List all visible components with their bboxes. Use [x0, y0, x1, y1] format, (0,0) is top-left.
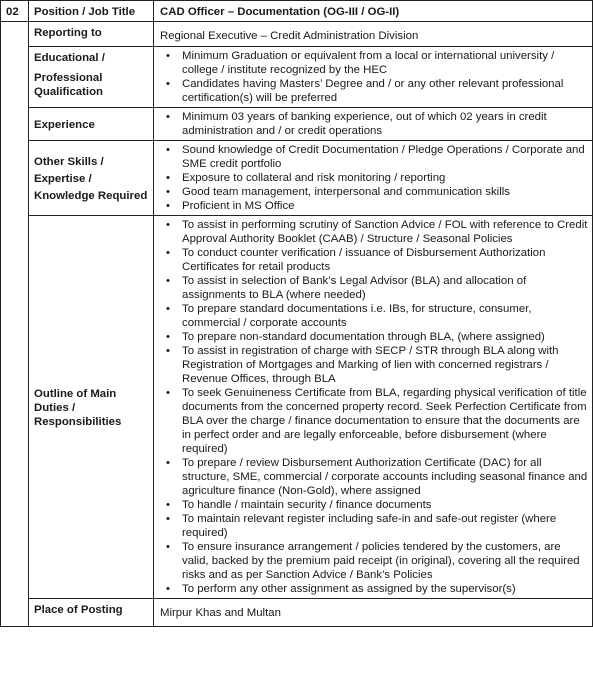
list-item: • To prepare / review Disbursement Authorization Certificate (DAC) for all structure, SME, commercial / corporate accounts including seasonal finance and agriculture finance (Non-Gold), where assigned: [160, 456, 588, 498]
reporting-label: Reporting to: [29, 22, 154, 47]
education-row: [1, 47, 593, 108]
list-item: • Good team management, interpersonal and communication skills: [160, 185, 588, 199]
list-item: • To assist in registration of charge with SECP / STR through BLA along with Registration of Mortgages and Marking of lien with concerned registrars / Revenue Offices, through BLA: [160, 344, 588, 386]
list-item: • To ensure insurance arrangement / policies tendered by the customers, are valid, backed by the premium paid receipt (in original), covering all the required risks and as per Sanction Advice / Bank’s Policies: [160, 540, 588, 582]
list-item: • Proficient in MS Office: [160, 199, 588, 213]
education-label: [29, 47, 154, 108]
list-item: • Minimum Graduation or equivalent from a local or international university / college / institute recognized by the HEC: [160, 49, 588, 77]
experience-value: [154, 108, 593, 141]
reporting-row: [1, 22, 593, 47]
skills-label: [29, 141, 154, 216]
education-list: [160, 49, 588, 105]
posting-row: [1, 599, 593, 627]
skills-list: [160, 143, 588, 213]
list-item: • To handle / maintain security / finance documents: [160, 498, 588, 512]
duties-row: [1, 216, 593, 599]
list-item: • To perform any other assignment as assigned by the supervisor(s): [160, 582, 588, 596]
posting-value: Mirpur Khas and Multan: [154, 599, 593, 627]
duties-list: [160, 218, 588, 596]
position-title-value: CAD Officer – Documentation (OG-III / OG-II): [154, 1, 593, 22]
position-number: 02: [1, 1, 29, 22]
duties-label-line: Outline of Main Duties /: [34, 388, 117, 414]
list-item: • Exposure to collateral and risk monitoring / reporting: [160, 171, 588, 185]
skills-label-line: Expertise /: [34, 173, 92, 185]
education-value: [154, 47, 593, 108]
list-item: • To maintain relevant register including safe-in and safe-out register (where required): [160, 512, 588, 540]
duties-label: [29, 216, 154, 599]
position-title-label: Position / Job Title: [29, 1, 154, 22]
title-row: [1, 1, 593, 22]
posting-label: Place of Posting: [29, 599, 154, 627]
skills-value: [154, 141, 593, 216]
duties-label-line: Responsibilities: [34, 416, 122, 428]
experience-label: Experience: [29, 108, 154, 141]
skills-row: [1, 141, 593, 216]
skills-label-line: Other Skills /: [34, 156, 104, 168]
list-item: • Candidates having Masters’ Degree and / or any other relevant professional certification(s) will be preferred: [160, 77, 588, 105]
education-label-line: Professional Qualification: [34, 72, 103, 98]
experience-row: [1, 108, 593, 141]
reporting-value: Regional Executive – Credit Administration Division: [154, 22, 593, 47]
list-item: • Sound knowledge of Credit Documentation / Pledge Operations / Corporate and SME credit portfolio: [160, 143, 588, 171]
duties-value: [154, 216, 593, 599]
education-label-line: Educational /: [34, 52, 105, 64]
number-column-spacer: [1, 22, 29, 627]
list-item: • To assist in performing scrutiny of Sanction Advice / FOL with reference to Credit Approval Authority Booklet (CAAB) / Structure / Seasonal Policies: [160, 218, 588, 246]
list-item: • Minimum 03 years of banking experience, out of which 02 years in credit administration and / or credit operations: [160, 110, 588, 138]
list-item: • To prepare non-standard documentation through BLA, (where assigned): [160, 330, 588, 344]
list-item: • To conduct counter verification / issuance of Disbursement Authorization Certificates for retail products: [160, 246, 588, 274]
experience-list: [160, 110, 588, 138]
skills-label-line: Knowledge Required: [34, 190, 148, 202]
list-item: • To assist in selection of Bank’s Legal Advisor (BLA) and allocation of assignments to BLA (where needed): [160, 274, 588, 302]
list-item: • To prepare standard documentations i.e. IBs, for structure, consumer, commercial / corporate accounts: [160, 302, 588, 330]
list-item: • To seek Genuineness Certificate from BLA, regarding physical verification of title documents from the concerned property record. Seek Perfection Certificate from BLA over the charge / finance documentation to ensure that the documents are in perfect order and are legally enforceable, before disbursement (where required): [160, 386, 588, 456]
